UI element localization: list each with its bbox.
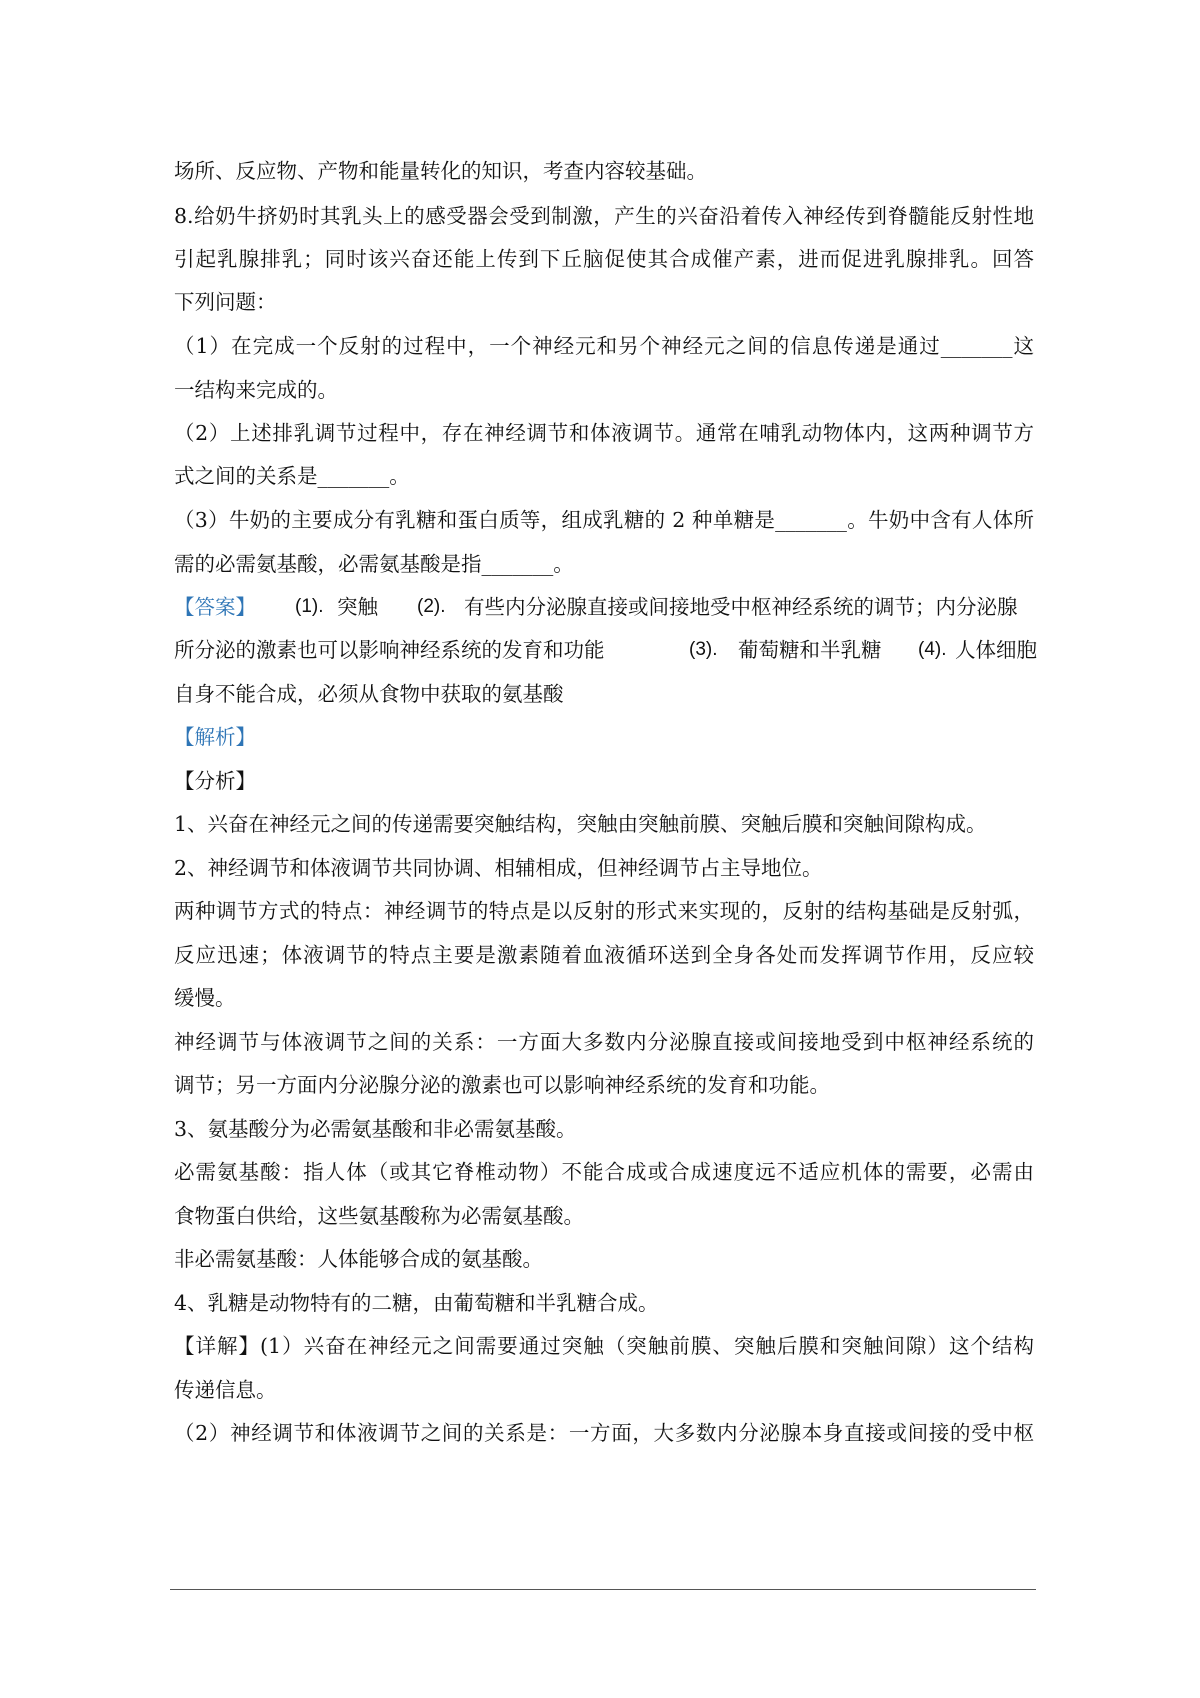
answer-row bbox=[174, 635, 1037, 665]
answer-text: 所分泌的激素也可以影响神经系统的发育和功能 bbox=[174, 638, 605, 662]
answer-number: (2). bbox=[417, 596, 446, 617]
detail-line: （2）神经调节和体液调节之间的关系是：一方面，大多数内分泌腺本身直接或间接的受中枢 bbox=[174, 1421, 1034, 1445]
analysis-paragraph: 2、神经调节和体液调节共同协调、相辅相成，但神经调节占主导地位。 bbox=[174, 856, 823, 880]
detail-line: 传递信息。 bbox=[174, 1378, 277, 1402]
analysis-paragraph: 4、乳糖是动物特有的二糖，由葡萄糖和半乳糖合成。 bbox=[174, 1291, 659, 1315]
analysis-tag: 【解析】 bbox=[174, 725, 256, 749]
analysis-paragraph: 3、氨基酸分为必需氨基酸和非必需氨基酸。 bbox=[174, 1117, 577, 1141]
answer-number: (1). bbox=[295, 596, 324, 617]
answer-text: 葡萄糖和半乳糖 bbox=[738, 638, 882, 662]
answer-number: (3). bbox=[689, 639, 718, 660]
answer-text: 人体细胞 bbox=[955, 638, 1037, 662]
subquestion-1-line: 一结构来完成的。 bbox=[174, 378, 338, 402]
subquestion-2-line: （2）上述排乳调节过程中，存在神经调节和体液调节。通常在哺乳动物体内，这两种调节方 bbox=[174, 421, 1034, 445]
analysis-paragraph: 反应迅速；体液调节的特点主要是激素随着血液循环送到全身各处而发挥调节作用，反应较 bbox=[174, 943, 1034, 967]
analysis-paragraph: 缓慢。 bbox=[174, 986, 236, 1010]
footer-divider bbox=[170, 1589, 1036, 1590]
answer-text: 有些内分泌腺直接或间接地受中枢神经系统的调节；内分泌腺 bbox=[464, 595, 1018, 619]
analysis-paragraph: 必需氨基酸：指人体（或其它脊椎动物）不能合成或合成速度远不适应机体的需要，必需由 bbox=[174, 1160, 1034, 1184]
analysis-paragraph: 神经调节与体液调节之间的关系：一方面大多数内分泌腺直接或间接地受到中枢神经系统的 bbox=[174, 1030, 1034, 1054]
analysis-paragraph: 1、兴奋在神经元之间的传递需要突触结构，突触由突触前膜、突触后膜和突触间隙构成。 bbox=[174, 812, 987, 836]
subquestion-3-line: （3）牛奶的主要成分有乳糖和蛋白质等，组成乳糖的 2 种单糖是_______。牛奶中含有人体所 bbox=[174, 508, 1034, 532]
subquestion-1-line: （1）在完成一个反射的过程中，一个神经元和另个神经元之间的信息传递是通过_______这 bbox=[174, 334, 1034, 358]
detail-text: (1）兴奋在神经元之间需要通过突触（突触前膜、突触后膜和突触间隙）这个结构 bbox=[260, 1334, 1034, 1358]
detail-line bbox=[174, 1331, 1034, 1361]
analysis-paragraph: 调节；另一方面内分泌腺分泌的激素也可以影响神经系统的发育和功能。 bbox=[174, 1073, 830, 1097]
intro-line: 场所、反应物、产物和能量转化的知识，考查内容较基础。 bbox=[174, 159, 707, 183]
subquestion-2-line: 式之间的关系是_______。 bbox=[174, 464, 410, 488]
detail-tag: 【详解】 bbox=[174, 1334, 261, 1358]
question-stem-line: 引起乳腺排乳；同时该兴奋还能上传到下丘脑促使其合成催产素，进而促进乳腺排乳。回答 bbox=[174, 247, 1034, 271]
answer-continuation: 自身不能合成，必须从食物中获取的氨基酸 bbox=[174, 682, 564, 706]
analysis-paragraph: 两种调节方式的特点：神经调节的特点是以反射的形式来实现的，反射的结构基础是反射弧， bbox=[174, 899, 1034, 923]
answer-text: 突触 bbox=[337, 595, 378, 619]
subquestion-3-line: 需的必需氨基酸，必需氨基酸是指_______。 bbox=[174, 552, 574, 576]
answer-tag: 【答案】 bbox=[174, 595, 256, 619]
question-stem-line: 8.给奶牛挤奶时其乳头上的感受器会受到制激，产生的兴奋沿着传入神经传到脊髓能反射性地 bbox=[174, 204, 1034, 228]
fenxi-tag: 【分析】 bbox=[174, 769, 256, 793]
analysis-paragraph: 食物蛋白供给，这些氨基酸称为必需氨基酸。 bbox=[174, 1204, 584, 1228]
answer-number: (4). bbox=[918, 639, 947, 660]
question-stem-line: 下列问题： bbox=[174, 290, 277, 314]
analysis-paragraph: 非必需氨基酸：人体能够合成的氨基酸。 bbox=[174, 1247, 543, 1271]
answer-row bbox=[174, 592, 1034, 622]
